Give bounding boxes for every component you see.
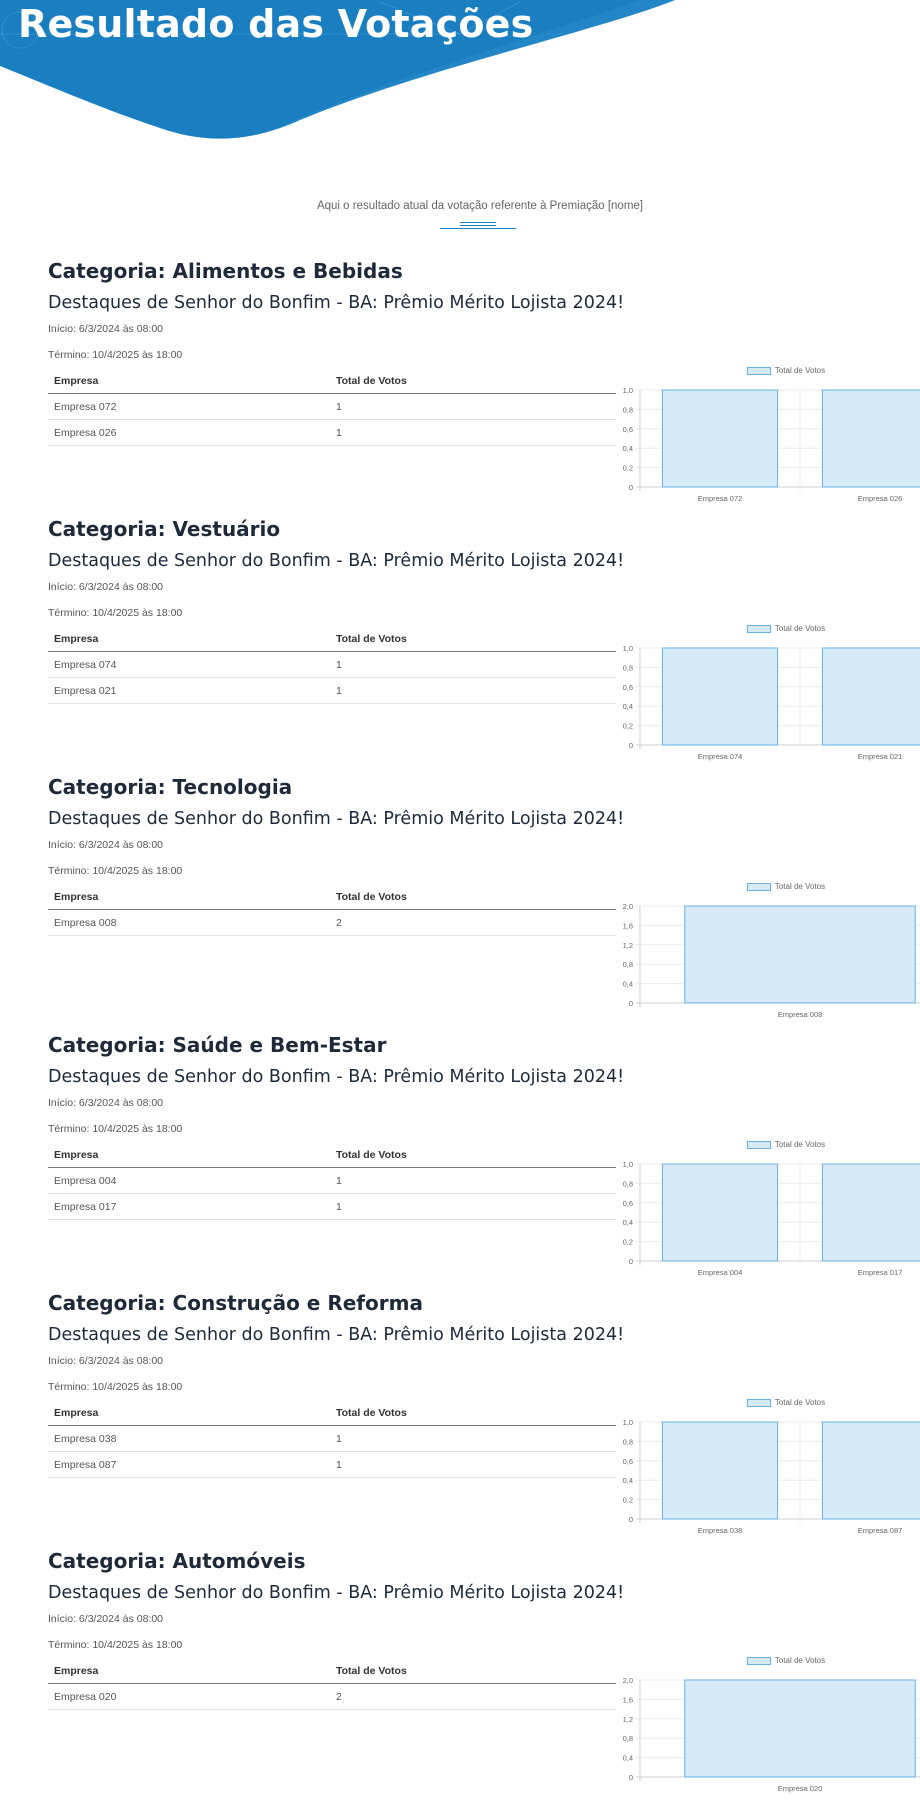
category-section <box>48 255 908 513</box>
award-title: Destaques de Senhor do Bonfim - BA: Prêmio Mérito Lojista 2024! <box>48 1583 625 1603</box>
chart-bar <box>662 1422 777 1519</box>
y-tick-label: 0 <box>628 483 633 492</box>
page-title: Resultado das Votações <box>18 2 534 46</box>
column-header-votos: Total de Votos <box>330 1659 616 1684</box>
y-tick-label: 1,6 <box>622 921 633 931</box>
y-tick-label: 0,6 <box>622 1198 633 1208</box>
chart-plot <box>612 1655 920 1795</box>
chart-bar <box>662 390 777 487</box>
chart-bar <box>822 1164 920 1261</box>
y-tick-label: 1,2 <box>622 940 633 950</box>
y-tick-label: 0 <box>628 1257 633 1266</box>
table-row <box>48 394 616 420</box>
award-title: Destaques de Senhor do Bonfim - BA: Prêmio Mérito Lojista 2024! <box>48 293 625 313</box>
table-row <box>48 910 616 936</box>
cell-empresa: Empresa 008 <box>48 910 330 936</box>
column-header-votos: Total de Votos <box>330 627 616 652</box>
award-title: Destaques de Senhor do Bonfim - BA: Prêmio Mérito Lojista 2024! <box>48 1325 625 1345</box>
table-row <box>48 1194 616 1220</box>
end-date: Término: 10/4/2025 às 18:00 <box>48 1381 183 1393</box>
column-header-empresa: Empresa <box>48 1659 330 1684</box>
start-date: Início: 6/3/2024 às 08:00 <box>48 581 164 593</box>
award-title: Destaques de Senhor do Bonfim - BA: Prêmio Mérito Lojista 2024! <box>48 551 625 571</box>
table-row <box>48 420 616 446</box>
legend-label: Total de Votos <box>774 1398 826 1407</box>
votes-table <box>48 1143 616 1220</box>
categories-list <box>48 255 908 1803</box>
category-title: Categoria: Automóveis <box>48 1549 306 1573</box>
cell-votos: 1 <box>330 678 616 704</box>
y-tick-label: 0,4 <box>622 444 633 454</box>
start-date: Início: 6/3/2024 às 08:00 <box>48 1097 164 1109</box>
end-date: Término: 10/4/2025 às 18:00 <box>48 865 183 877</box>
y-tick-label: 0 <box>628 1773 633 1782</box>
chart-bar <box>662 648 777 745</box>
award-title: Destaques de Senhor do Bonfim - BA: Prêmio Mérito Lojista 2024! <box>48 809 625 829</box>
y-tick-label: 1,0 <box>622 1418 633 1427</box>
votes-bar-chart <box>612 1397 920 1537</box>
page-header <box>0 0 920 160</box>
award-title: Destaques de Senhor do Bonfim - BA: Prêmio Mérito Lojista 2024! <box>48 1067 625 1087</box>
start-date: Início: 6/3/2024 às 08:00 <box>48 839 164 851</box>
y-tick-label: 2,0 <box>622 902 633 911</box>
cell-empresa: Empresa 004 <box>48 1168 330 1194</box>
table-row <box>48 652 616 678</box>
legend-label: Total de Votos <box>774 1656 826 1665</box>
column-header-empresa: Empresa <box>48 885 330 910</box>
votes-bar-chart <box>612 1655 920 1795</box>
y-tick-label: 1,0 <box>622 1160 633 1169</box>
table-header-row <box>48 1659 616 1684</box>
y-tick-label: 1,0 <box>622 644 633 653</box>
votes-bar-chart <box>612 623 920 763</box>
category-title: Categoria: Tecnologia <box>48 775 293 799</box>
chart-plot <box>612 1397 920 1537</box>
x-tick-label: Empresa 008 <box>777 1010 823 1019</box>
chart-plot <box>612 881 920 1021</box>
votes-table <box>48 1659 616 1710</box>
x-tick-label: Empresa 004 <box>697 1268 743 1277</box>
x-tick-label: Empresa 038 <box>697 1526 743 1535</box>
column-header-votos: Total de Votos <box>330 1143 616 1168</box>
y-tick-label: 0,8 <box>622 663 633 673</box>
x-tick-label: Empresa 074 <box>697 752 743 761</box>
cell-empresa: Empresa 038 <box>48 1426 330 1452</box>
cell-empresa: Empresa 020 <box>48 1684 330 1710</box>
category-section <box>48 1287 908 1545</box>
chart-plot <box>612 365 920 505</box>
votes-bar-chart <box>612 881 920 1021</box>
end-date: Término: 10/4/2025 às 18:00 <box>48 607 183 619</box>
y-tick-label: 0,6 <box>622 1456 633 1466</box>
column-header-votos: Total de Votos <box>330 1401 616 1426</box>
cell-votos: 1 <box>330 1426 616 1452</box>
cell-empresa: Empresa 087 <box>48 1452 330 1478</box>
y-tick-label: 0,4 <box>622 979 633 989</box>
y-tick-label: 0 <box>628 1515 633 1524</box>
y-tick-label: 0,8 <box>622 405 633 415</box>
cell-empresa: Empresa 017 <box>48 1194 330 1220</box>
y-tick-label: 2,0 <box>622 1676 633 1685</box>
votes-bar-chart <box>612 1139 920 1279</box>
start-date: Início: 6/3/2024 às 08:00 <box>48 1355 164 1367</box>
x-tick-label: Empresa 021 <box>857 752 903 761</box>
chart-bar <box>822 1422 920 1519</box>
cell-votos: 2 <box>330 910 616 936</box>
category-title: Categoria: Vestuário <box>48 517 281 541</box>
votes-bar-chart <box>612 365 920 505</box>
chart-bar <box>662 1164 777 1261</box>
x-tick-label: Empresa 026 <box>857 494 903 503</box>
y-tick-label: 0,2 <box>622 1495 633 1505</box>
chart-bar <box>822 390 920 487</box>
intro-text: Aqui o resultado atual da votação referente à Premiação [nome] <box>316 200 644 212</box>
table-header-row <box>48 1401 616 1426</box>
chart-bar <box>822 648 920 745</box>
chart-plot <box>612 623 920 763</box>
table-row <box>48 1426 616 1452</box>
y-tick-label: 0,4 <box>622 702 633 712</box>
category-title: Categoria: Construção e Reforma <box>48 1291 423 1315</box>
table-row <box>48 1684 616 1710</box>
cell-empresa: Empresa 072 <box>48 394 330 420</box>
votes-table <box>48 1401 616 1478</box>
y-tick-label: 1,6 <box>622 1695 633 1705</box>
table-header-row <box>48 369 616 394</box>
start-date: Início: 6/3/2024 às 08:00 <box>48 1613 164 1625</box>
table-header-row <box>48 1143 616 1168</box>
cell-empresa: Empresa 074 <box>48 652 330 678</box>
end-date: Término: 10/4/2025 às 18:00 <box>48 1123 183 1135</box>
y-tick-label: 0 <box>628 741 633 750</box>
category-title: Categoria: Saúde e Bem-Estar <box>48 1033 387 1057</box>
cell-votos: 1 <box>330 420 616 446</box>
intro-divider <box>440 222 516 230</box>
column-header-empresa: Empresa <box>48 627 330 652</box>
category-section <box>48 1545 908 1803</box>
legend-label: Total de Votos <box>774 1140 826 1149</box>
column-header-votos: Total de Votos <box>330 885 616 910</box>
x-tick-label: Empresa 072 <box>697 494 743 503</box>
chart-bar <box>685 906 915 1003</box>
cell-votos: 1 <box>330 652 616 678</box>
votes-table <box>48 885 616 936</box>
category-section <box>48 513 908 771</box>
start-date: Início: 6/3/2024 às 08:00 <box>48 323 164 335</box>
category-title: Categoria: Alimentos e Bebidas <box>48 259 403 283</box>
end-date: Término: 10/4/2025 às 18:00 <box>48 349 183 361</box>
chart-plot <box>612 1139 920 1279</box>
table-row <box>48 678 616 704</box>
column-header-empresa: Empresa <box>48 369 330 394</box>
cell-votos: 1 <box>330 1168 616 1194</box>
cell-votos: 1 <box>330 1452 616 1478</box>
column-header-empresa: Empresa <box>48 1401 330 1426</box>
table-header-row <box>48 885 616 910</box>
y-tick-label: 0,2 <box>622 721 633 731</box>
legend-label: Total de Votos <box>774 624 826 633</box>
y-tick-label: 1,2 <box>622 1714 633 1724</box>
y-tick-label: 0,8 <box>622 1437 633 1447</box>
cell-votos: 2 <box>330 1684 616 1710</box>
votes-table <box>48 369 616 446</box>
y-tick-label: 0,2 <box>622 463 633 473</box>
cell-votos: 1 <box>330 1194 616 1220</box>
y-tick-label: 0,4 <box>622 1218 633 1228</box>
y-tick-label: 0 <box>628 999 633 1008</box>
votes-table <box>48 627 616 704</box>
y-tick-label: 0,4 <box>622 1476 633 1486</box>
y-tick-label: 0,2 <box>622 1237 633 1247</box>
x-tick-label: Empresa 087 <box>857 1526 903 1535</box>
cell-votos: 1 <box>330 394 616 420</box>
column-header-votos: Total de Votos <box>330 369 616 394</box>
category-section <box>48 771 908 1029</box>
table-row <box>48 1168 616 1194</box>
legend-label: Total de Votos <box>774 882 826 891</box>
category-section <box>48 1029 908 1287</box>
cell-empresa: Empresa 026 <box>48 420 330 446</box>
table-header-row <box>48 627 616 652</box>
chart-bar <box>685 1680 915 1777</box>
end-date: Término: 10/4/2025 às 18:00 <box>48 1639 183 1651</box>
column-header-empresa: Empresa <box>48 1143 330 1168</box>
y-tick-label: 0,8 <box>622 1179 633 1189</box>
y-tick-label: 0,8 <box>622 1734 633 1744</box>
y-tick-label: 0,4 <box>622 1753 633 1763</box>
x-tick-label: Empresa 017 <box>857 1268 903 1277</box>
legend-label: Total de Votos <box>774 366 826 375</box>
y-tick-label: 0,8 <box>622 960 633 970</box>
table-row <box>48 1452 616 1478</box>
cell-empresa: Empresa 021 <box>48 678 330 704</box>
y-tick-label: 0,6 <box>622 682 633 692</box>
y-tick-label: 1,0 <box>622 386 633 395</box>
y-tick-label: 0,6 <box>622 424 633 434</box>
x-tick-label: Empresa 020 <box>777 1784 823 1793</box>
